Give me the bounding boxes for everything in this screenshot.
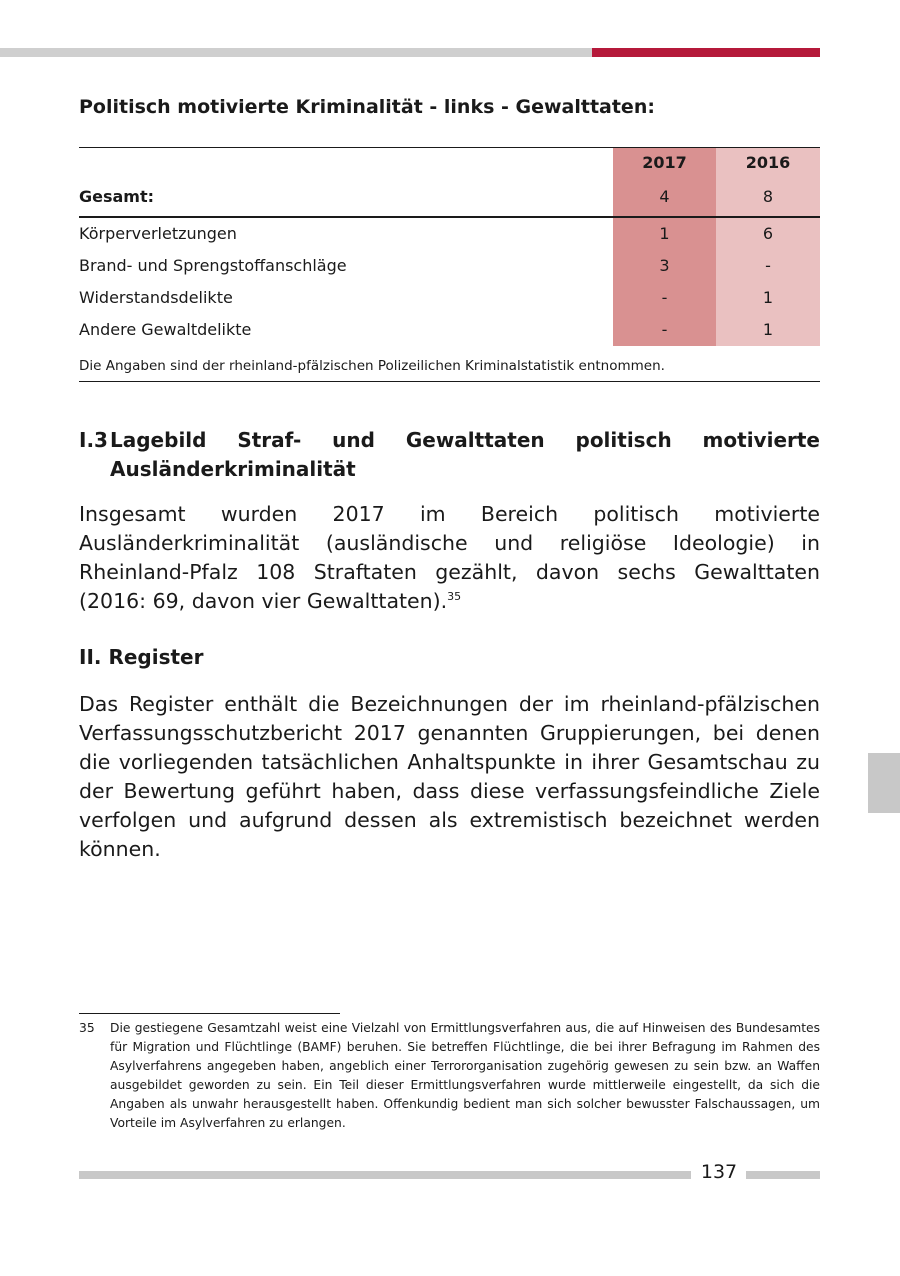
register-heading: II. Register	[79, 645, 204, 669]
total-2016: 8	[716, 178, 820, 217]
header-2017: 2017	[613, 148, 716, 179]
footnote-divider	[79, 1013, 340, 1014]
crime-statistics-table	[79, 147, 820, 346]
row-label: Körperverletzungen	[79, 224, 237, 243]
row-value-2017: 1	[613, 217, 716, 250]
side-thumb-tab	[868, 753, 900, 813]
table-total-row	[79, 178, 820, 217]
section-heading-i3	[79, 426, 820, 484]
footnote-number: 35	[79, 1021, 95, 1035]
total-label: Gesamt:	[79, 178, 613, 217]
row-value-2016: 6	[716, 217, 820, 250]
register-paragraph: Das Register enthält die Bezeichnungen der im rheinland-pfälzischen Verfassungsschutzbericht 2017 genannten Gruppierungen, bei denen die vorliegenden tatsächlichen Anhaltspunkte in ihrer Gesamtschau zu der Bewertung geführt haben, dass diese verfassungsfeindliche Ziele verfolgen und aufgrund dessen als extremistisch bezeichnet werden können.	[79, 692, 820, 861]
row-value-2016: 1	[716, 314, 820, 346]
row-label: Widerstandsdelikte	[79, 288, 233, 307]
table-row	[79, 314, 820, 346]
section-number: I.3	[79, 428, 108, 452]
row-value-2017: -	[613, 314, 716, 346]
table-title: Politisch motivierte Kriminalität - links - Gewalttaten:	[79, 96, 655, 118]
paragraph-text: Insgesamt wurden 2017 im Bereich politisch motivierte Ausländerkriminalität (ausländische und religiöse Ideologie) in Rheinland-Pfalz 108 Straftaten gezählt, davon sechs Gewalttaten (2016: 69, davon vier Gewalttaten).	[79, 502, 820, 613]
total-2017: 4	[613, 178, 716, 217]
section-title: Lagebild Straf- und Gewalttaten politisch motivierte Ausländerkriminalität	[110, 428, 820, 481]
row-label: Brand- und Sprengstoffanschläge	[79, 256, 347, 275]
header-bar-grey	[0, 48, 592, 57]
row-value-2016: 1	[716, 282, 820, 314]
footnote-text: Die gestiegene Gesamtzahl weist eine Vielzahl von Ermittlungsverfahren aus, die auf Hinweisen des Bundesamtes für Migration und Flüchtlinge (BAMF) beruhen. Sie betreffen Flüchtlinge, die bei ihrer Befragung im Rahmen des Asylverfahrens angegeben haben, angeblich einer Terrororganisation zugehörig gewesen zu sein bzw. an Waffen ausgebildet geworden zu sein. Ein Teil dieser Ermittlungsverfahren wurde mittlerweile eingestellt, da sich die Angaben als unwahr herausgestellt haben. Offenkundig bedient man sich solcher bewusster Falschaussagen, um Vorteile im Asylverfahren zu erlangen.	[110, 1021, 820, 1130]
row-label: Andere Gewaltdelikte	[79, 320, 252, 339]
section-i3-paragraph	[79, 500, 820, 616]
table-row	[79, 250, 820, 282]
header-bar-accent	[592, 48, 820, 57]
table-row	[79, 217, 820, 250]
footnote-reference[interactable]: 35	[447, 590, 462, 604]
footer-bar-left	[79, 1171, 691, 1179]
row-value-2017: 3	[613, 250, 716, 282]
header-empty-cell	[79, 148, 613, 179]
footer-bar-right	[746, 1171, 820, 1179]
table-source-note: Die Angaben sind der rheinland-pfälzischen Polizeilichen Kriminalstatistik entnommen.	[79, 358, 820, 382]
header-2016: 2016	[716, 148, 820, 179]
page-number: 137	[700, 1161, 738, 1183]
row-value-2017: -	[613, 282, 716, 314]
footnote	[79, 1019, 820, 1133]
row-value-2016: -	[716, 250, 820, 282]
table-header-row	[79, 148, 820, 179]
table-row	[79, 282, 820, 314]
